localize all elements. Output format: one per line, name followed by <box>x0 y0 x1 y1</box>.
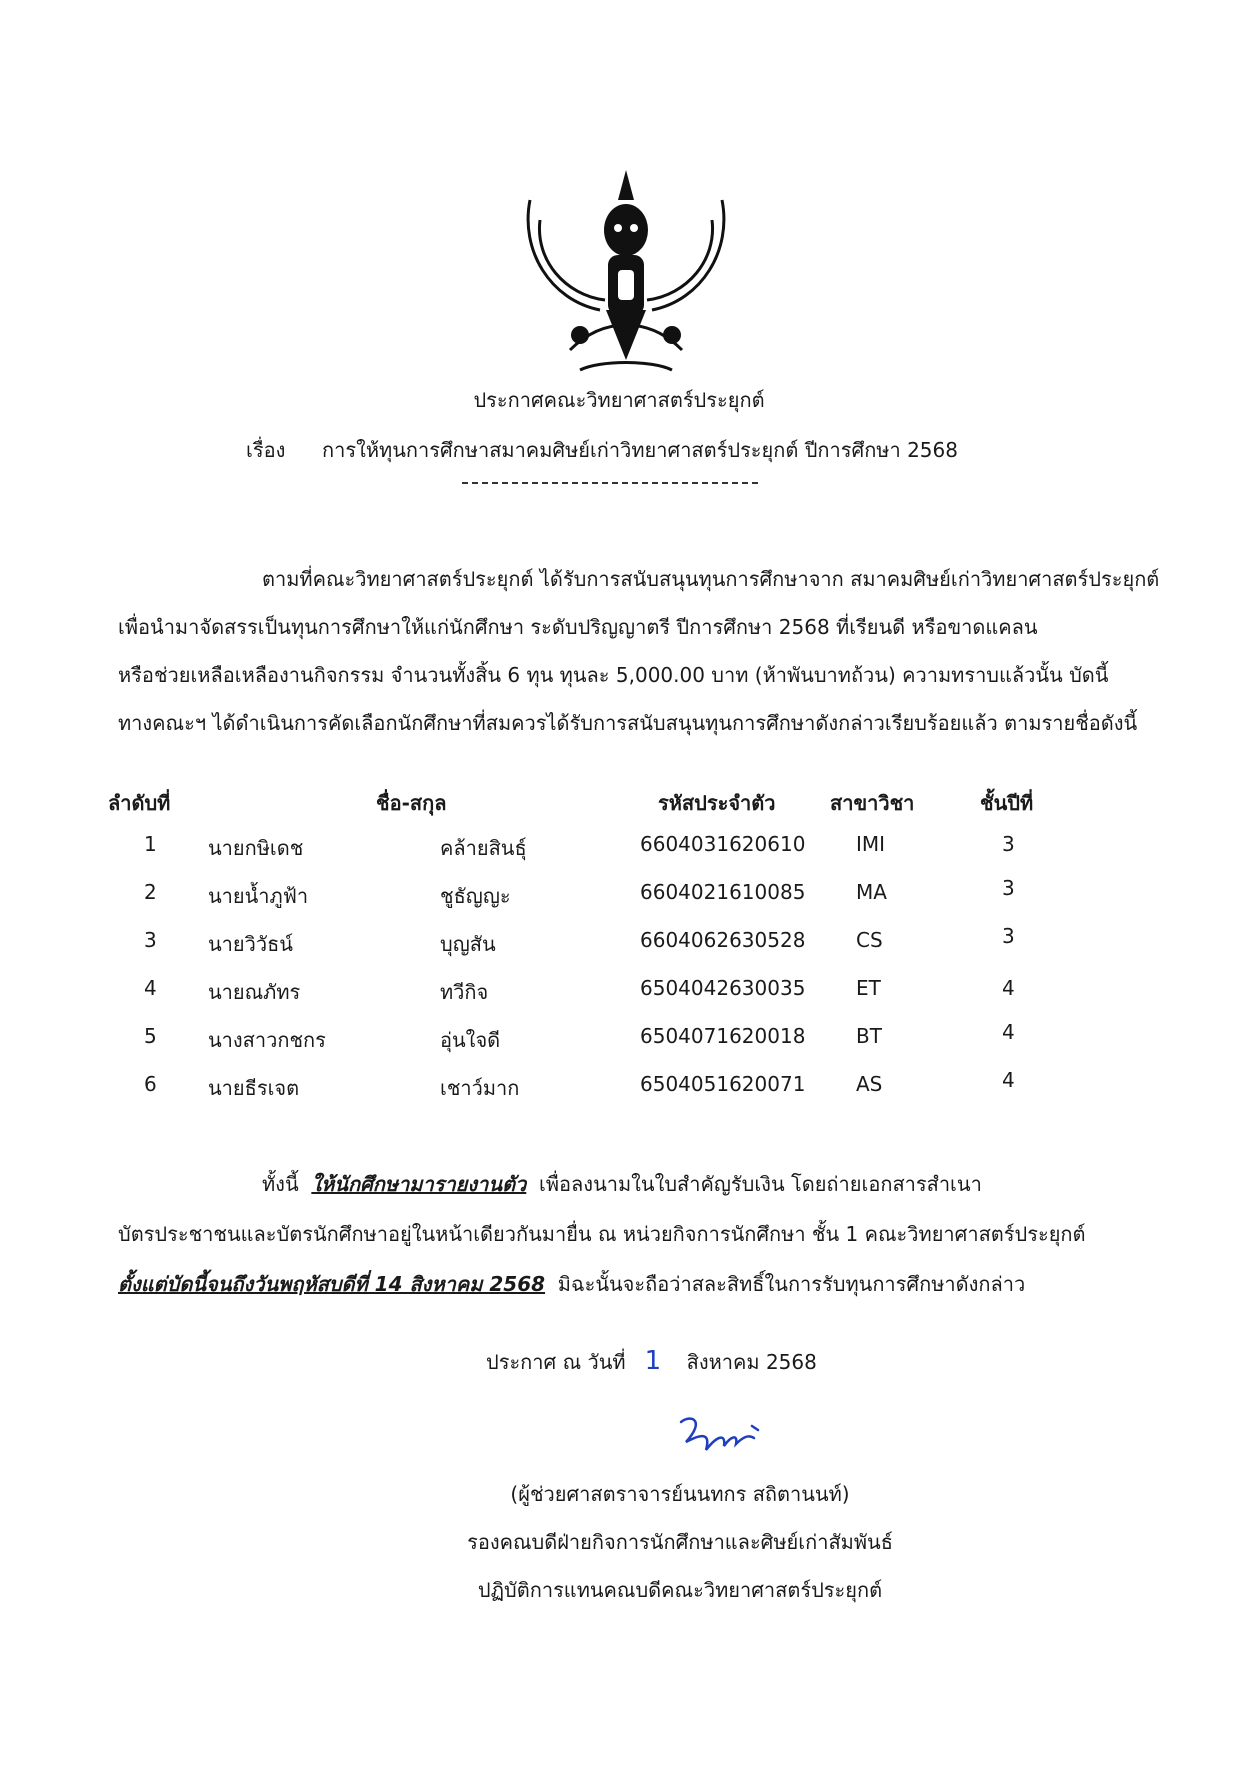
report-instruction: ให้นักศึกษามารายงานตัว <box>311 1172 527 1196</box>
col-header-name: ชื่อ-สกุล <box>376 791 447 815</box>
signer-position-1: รองคณบดีฝ่ายกิจการนักศึกษาและศิษย์เก่าสัมพันธ์ <box>467 1530 893 1554</box>
col-header-id: รหัสประจำตัว <box>658 791 776 815</box>
cell-major: AS <box>856 1072 883 1096</box>
cell-student-id: 6504042630035 <box>640 976 806 1000</box>
cell-major: IMI <box>856 832 886 856</box>
cell-no: 1 <box>144 832 157 856</box>
cell-year: 4 <box>1002 1068 1015 1092</box>
cell-student-id: 6604062630528 <box>640 928 806 952</box>
paragraph-line: ตามที่คณะวิทยาศาสตร์ประยุกต์ ได้รับการสนับสนุนทุนการศึกษาจาก สมาคมศิษย์เก่าวิทยาศาสตร์ประยุกต์ <box>262 567 1160 591</box>
handwritten-signature-icon <box>676 1412 766 1462</box>
instruction-line-3 <box>118 1268 1148 1300</box>
cell-last-name: ชูธัญญะ <box>440 884 511 908</box>
signer-name: (ผู้ช่วยศาสตราจารย์นนทกร สถิตานนท์) <box>510 1482 850 1506</box>
cell-year: 4 <box>1002 1020 1015 1044</box>
cell-major: BT <box>856 1024 882 1048</box>
instruction-line-2: บัตรประชาชนและบัตรนักศึกษาอยู่ในหน้าเดียวกันมายื่น ณ หน่วยกิจการนักศึกษา ชั้น 1 คณะวิทยาศาสตร์ประยุกต์ <box>118 1222 1086 1246</box>
col-header-year: ชั้นปีที่ <box>980 791 1034 815</box>
cell-first-name: นายณภัทร <box>208 980 301 1004</box>
date-day: 1 <box>644 1346 662 1376</box>
announcement-title: ประกาศคณะวิทยาศาสตร์ประยุกต์ <box>473 388 765 412</box>
garuda-emblem-icon <box>510 160 742 392</box>
cell-year: 3 <box>1002 832 1015 856</box>
cell-first-name: นายน้ำภูฟ้า <box>208 884 309 908</box>
instruction-rest: เพื่อลงนามในใบสำคัญรับเงิน โดยถ่ายเอกสารสำเนา <box>539 1172 982 1196</box>
cell-student-id: 6604031620610 <box>640 832 806 856</box>
instruction-prefix: ทั้งนี้ <box>262 1172 299 1196</box>
cell-first-name: นายธีรเจต <box>208 1076 300 1100</box>
cell-last-name: บุญสัน <box>440 932 496 956</box>
instruction-line-1 <box>262 1168 1238 1200</box>
announcement-date <box>486 1346 817 1378</box>
date-prefix: ประกาศ ณ วันที่ <box>486 1350 626 1374</box>
cell-year: 3 <box>1002 876 1015 900</box>
cell-no: 2 <box>144 880 157 904</box>
cell-last-name: เชาว์มาก <box>440 1076 520 1100</box>
divider <box>462 482 758 484</box>
subject-text: การให้ทุนการศึกษาสมาคมศิษย์เก่าวิทยาศาสตร์ประยุกต์ ปีการศึกษา 2568 <box>322 438 958 462</box>
deadline-rest: มิฉะนั้นจะถือว่าสละสิทธิ์ในการรับทุนการศึกษาดังกล่าว <box>557 1272 1026 1296</box>
cell-first-name: นายวิวัธน์ <box>208 932 293 956</box>
cell-no: 3 <box>144 928 157 952</box>
cell-first-name: นายกษิเดช <box>208 836 304 860</box>
cell-major: ET <box>856 976 881 1000</box>
col-header-major: สาขาวิชา <box>830 791 915 815</box>
cell-major: MA <box>856 880 887 904</box>
cell-student-id: 6604021610085 <box>640 880 806 904</box>
col-header-no: ลำดับที่ <box>108 791 171 815</box>
cell-last-name: คล้ายสินธุ์ <box>440 836 527 860</box>
deadline-text: ตั้งแต่บัดนี้จนถึงวันพฤหัสบดีที่ 14 สิงหาคม 2568 <box>118 1272 546 1296</box>
cell-no: 4 <box>144 976 157 1000</box>
signer-position-2: ปฏิบัติการแทนคณบดีคณะวิทยาศาสตร์ประยุกต์ <box>477 1578 883 1602</box>
subject-label: เรื่อง <box>246 438 286 462</box>
cell-first-name: นางสาวกชกร <box>208 1028 326 1052</box>
cell-last-name: อุ่นใจดี <box>440 1028 501 1052</box>
cell-year: 3 <box>1002 924 1015 948</box>
cell-year: 4 <box>1002 976 1015 1000</box>
paragraph-line: ทางคณะฯ ได้ดำเนินการคัดเลือกนักศึกษาที่สมควรได้รับการสนับสนุนทุนการศึกษาดังกล่าวเรียบร้อยแล้ว ตามรายชื่อดังนี้ <box>118 711 1138 735</box>
date-month-year: สิงหาคม 2568 <box>686 1350 817 1374</box>
cell-student-id: 6504051620071 <box>640 1072 806 1096</box>
paragraph-line: เพื่อนำมาจัดสรรเป็นทุนการศึกษาให้แก่นักศึกษา ระดับปริญญาตรี ปีการศึกษา 2568 ที่เรียนดี หรือขาดแคลน <box>118 615 1038 639</box>
cell-major: CS <box>856 928 883 952</box>
cell-student-id: 6504071620018 <box>640 1024 806 1048</box>
cell-no: 5 <box>144 1024 157 1048</box>
paragraph-line: หรือช่วยเหลือเหลืองานกิจกรรม จำนวนทั้งสิ้น 6 ทุน ทุนละ 5,000.00 บาท (ห้าพันบาทถ้วน) ความทราบแล้วนั้น บัดนี้ <box>118 663 1109 687</box>
cell-no: 6 <box>144 1072 157 1096</box>
cell-last-name: ทวีกิจ <box>440 980 489 1004</box>
